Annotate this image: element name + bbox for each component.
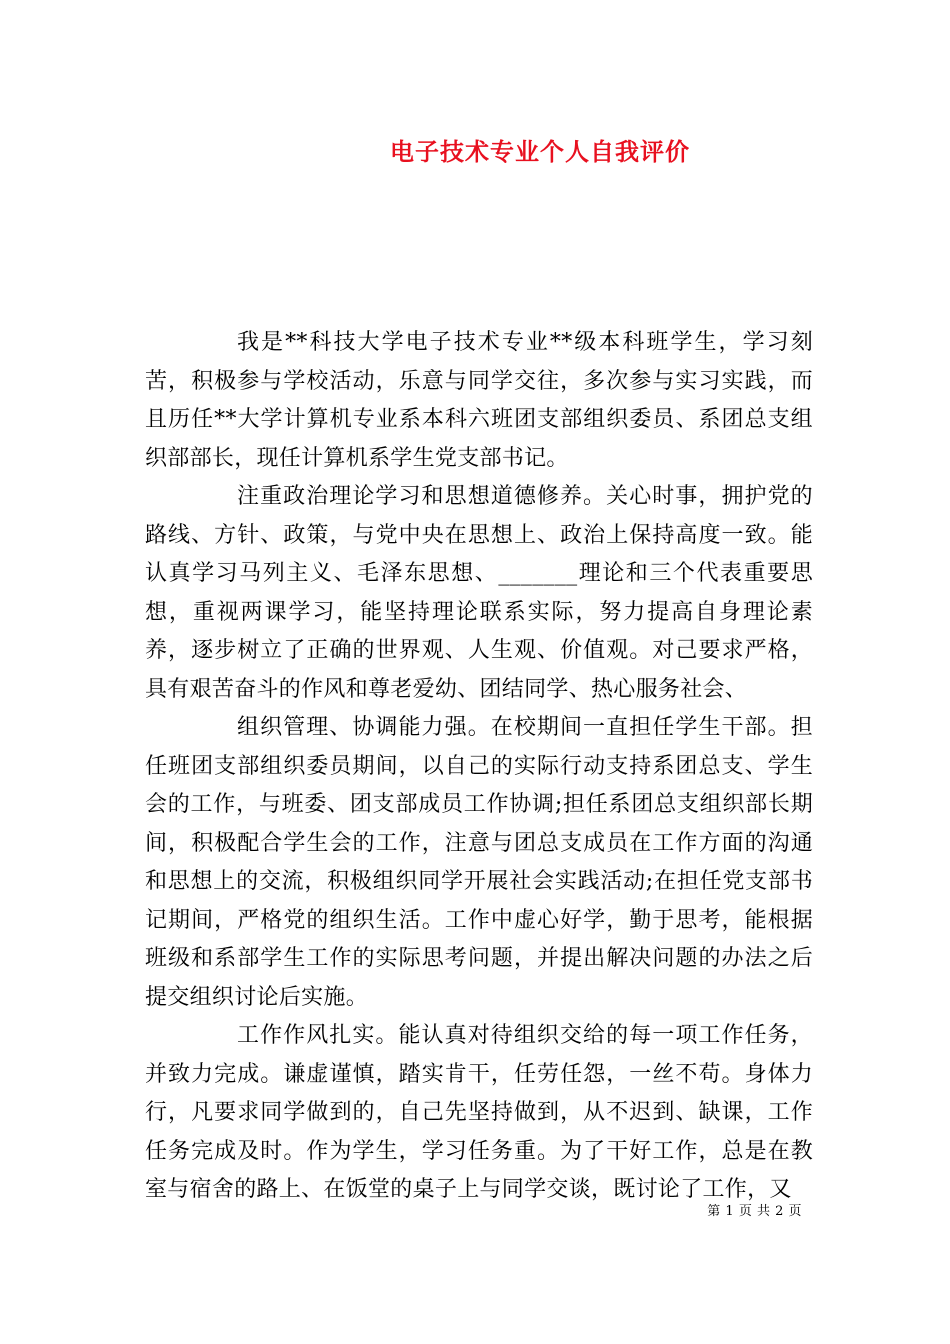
paragraph-work-style: 工作作风扎实。能认真对待组织交给的每一项工作任务，并致力完成。谦虚谨慎，踏实肯干，任劳任怨，一丝不苟。身体力行，凡要求同学做到的，自己先坚持做到，从不迟到、缺课，工作任务完成及时。作为学生，学习任务重。为了干好工作，总是在教室与宿舍的路上、在饭堂的桌子上与同学交谈，既讨论了工作，又 (145, 1023, 813, 1202)
page-number-footer: 第 1 页 共 2 页 (707, 1204, 802, 1219)
paragraph-political-study: 注重政治理论学习和思想道德修养。关心时事，拥护党的路线、方针、政策，与党中央在思想上、政治上保持高度一致。能认真学习马列主义、毛泽东思想、_______理论和三个代表重要思想，重视两课学习，能坚持理论联系实际，努力提高自身理论素养，逐步树立了正确的世界观、人生观、价值观。对己要求严格，具有艰苦奋斗的作风和尊老爱幼、团结同学、热心服务社会、 (145, 484, 813, 702)
document-title: 电子技术专业个人自我评价 (390, 137, 690, 166)
paragraph-organization: 组织管理、协调能力强。在校期间一直担任学生干部。担任班团支部组织委员期间，以自己的实际行动支持系团总支、学生会的工作，与班委、团支部成员工作协调;担任系团总支组织部长期间，积极配合学生会的工作，注意与团总支成员在工作方面的沟通和思想上的交流，积极组织同学开展社会实践活动;在担任党支部书记期间，严格党的组织生活。工作中虚心好学，勤于思考，能根据班级和系部学生工作的实际思考问题，并提出解决问题的办法之后提交组织讨论后实施。 (145, 715, 813, 1010)
document-body (145, 324, 813, 1210)
paragraph-introduction: 我是**科技大学电子技术专业**级本科班学生，学习刻苦，积极参与学校活动，乐意与同学交往，多次参与实习实践，而且历任**大学计算机专业系本科六班团支部组织委员、系团总支组织部部长，现任计算机系学生党支部书记。 (145, 330, 813, 471)
